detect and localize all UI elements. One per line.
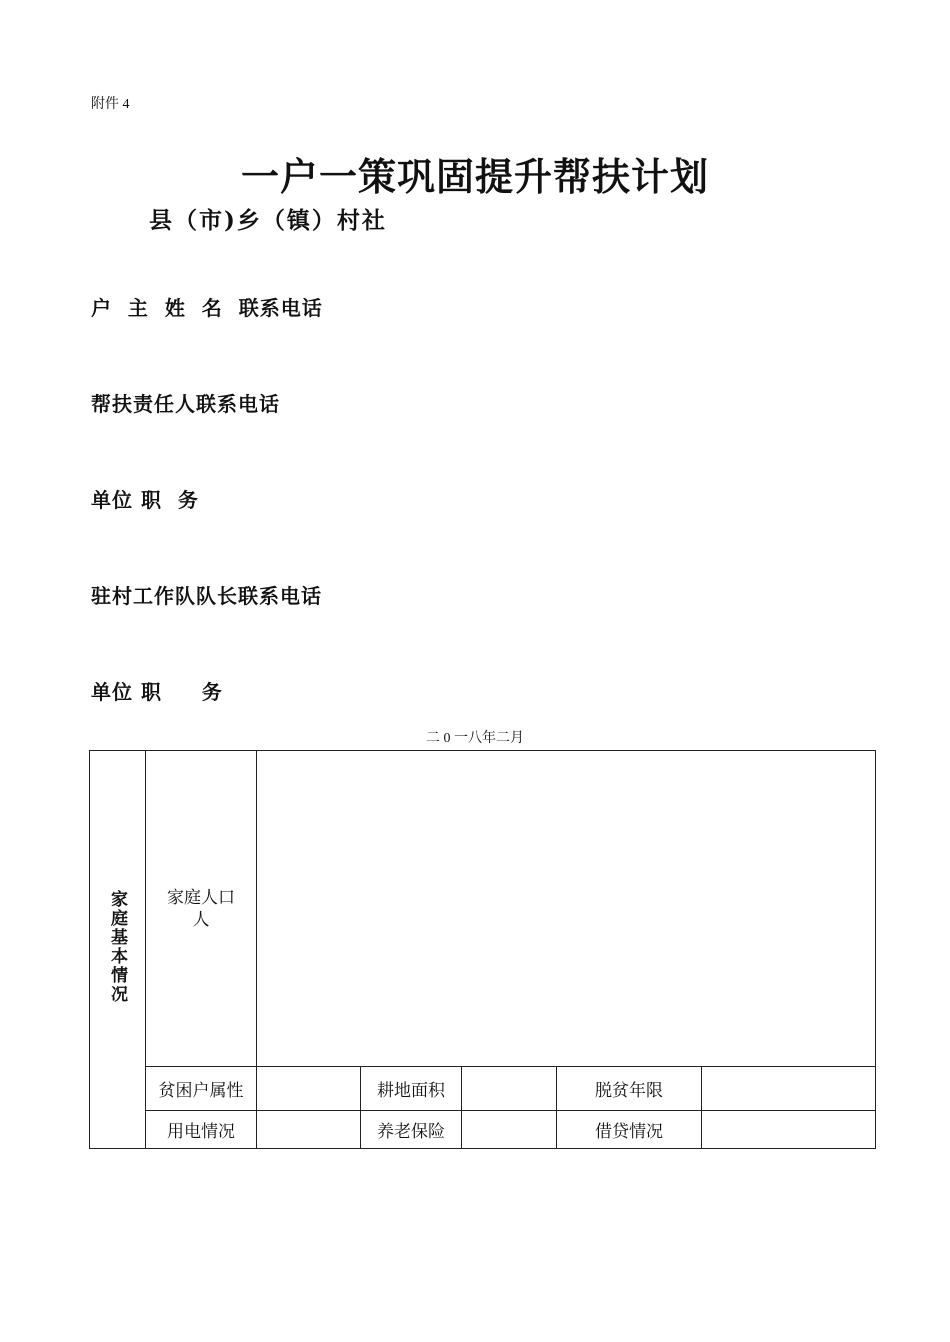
electricity-value[interactable]: [257, 1111, 361, 1149]
section-label-cell: [90, 751, 146, 1149]
location-line: 县（市)乡（镇）村社: [149, 207, 387, 234]
members-label: 家庭人口: [167, 888, 235, 908]
loan-label: 借贷情况: [557, 1111, 702, 1149]
field-team-leader: 驻村工作队队长联系电话: [91, 584, 322, 608]
table-row: [90, 751, 876, 1067]
section-label: 家庭基本情况: [107, 890, 127, 1004]
members-value-cell[interactable]: [257, 751, 876, 1067]
exit-year-value[interactable]: [702, 1067, 876, 1111]
field-unit-position-2: 单位 职 务: [91, 680, 223, 704]
family-info-table: [89, 750, 876, 1149]
electricity-label: 用电情况: [146, 1111, 257, 1149]
attachment-label: 附件 4: [91, 97, 130, 112]
table-row: [90, 1111, 876, 1149]
document-date: 二 0 一八年二月: [426, 731, 524, 746]
farmland-area-label: 耕地面积: [361, 1067, 462, 1111]
farmland-area-value[interactable]: [462, 1067, 557, 1111]
loan-value[interactable]: [702, 1111, 876, 1149]
poverty-type-value[interactable]: [257, 1067, 361, 1111]
poverty-type-label: 贫困户属性: [146, 1067, 257, 1111]
field-responsible-person: 帮扶责任人联系电话: [91, 392, 280, 416]
exit-year-label: 脱贫年限: [557, 1067, 702, 1111]
table-row: [90, 1067, 876, 1111]
members-unit: 人: [192, 910, 210, 930]
pension-label: 养老保险: [361, 1111, 462, 1149]
members-label-cell: [146, 751, 257, 1067]
field-unit-position-1: 单位 职 务: [91, 488, 199, 512]
pension-value[interactable]: [462, 1111, 557, 1149]
field-household-head: 户 主 姓 名 联系电话: [91, 296, 323, 320]
page-title: 一户一策巩固提升帮扶计划: [240, 154, 709, 199]
